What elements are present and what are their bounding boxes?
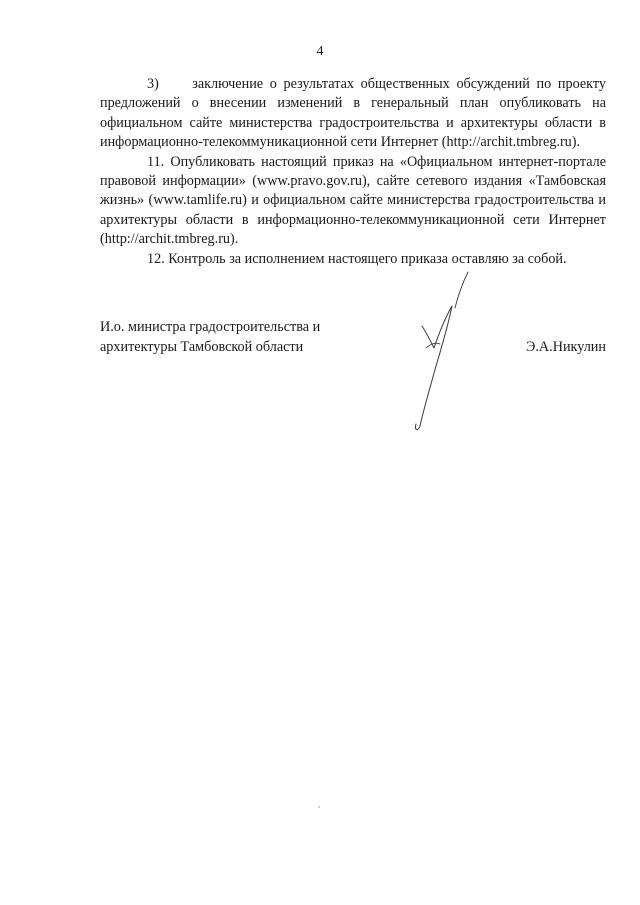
handwritten-signature — [400, 270, 480, 440]
paragraph-publish-conclusion: 3) заключение о результатах общественных обсуждений по проекту предложений о внесении изменений в генеральный план опубликовать на официальном сайте министерства градостроительства и архитектуры области в информационно-телекоммуникационной сети Интернет (http://archit.tmbreg.ru). — [100, 76, 606, 151]
page-number: 4 — [316, 44, 324, 59]
scan-speck — [318, 806, 320, 808]
signer-position: И.о. министра градостроительства и архитектуры Тамбовской области — [100, 319, 321, 355]
signer-name: Э.А.Никулин — [526, 338, 606, 355]
order-body — [100, 75, 606, 269]
paragraph-publish-order: 11. Опубликовать настоящий приказ на «Официальном интернет-портале правовой информации» (www.pravo.gov.ru), сайте сетевого издания «Тамбовская жизнь» (www.tamlife.ru) и официальном сайте министерства градостроительства и архитектуры области в информационно-телекоммуникационной сети Интернет (http://archit.tmbreg.ru). — [100, 153, 606, 248]
paragraph-control: 12. Контроль за исполнением настоящего приказа оставляю за собой. — [147, 250, 567, 267]
